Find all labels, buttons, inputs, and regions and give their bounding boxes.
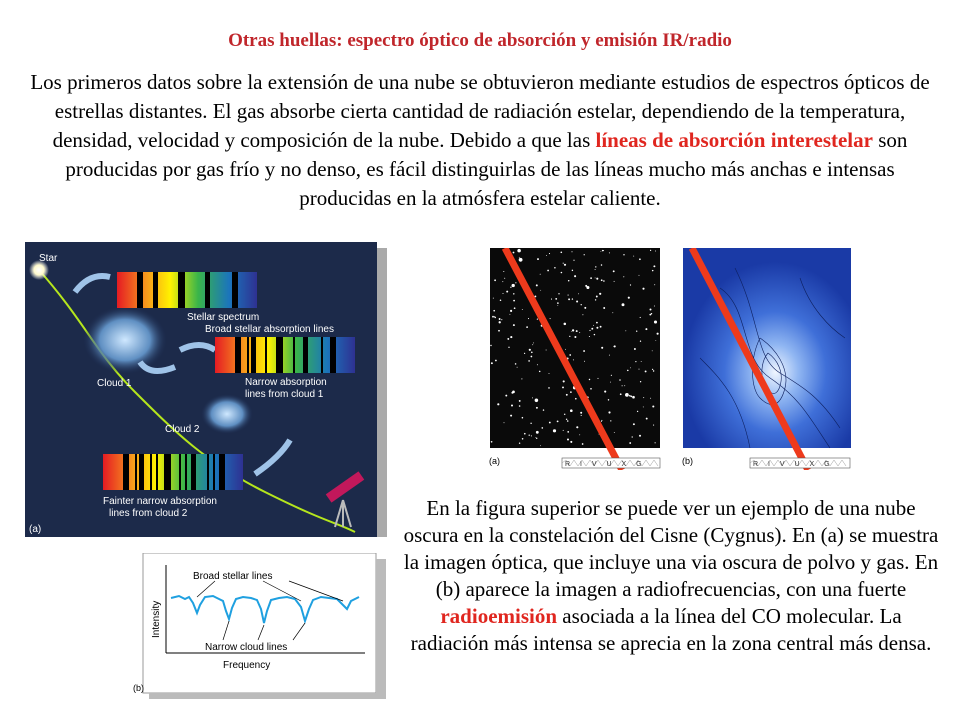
star-dot (535, 437, 536, 438)
star-dot (550, 318, 551, 319)
star-dot (600, 251, 601, 252)
star-dot (586, 286, 589, 289)
star-dot (596, 322, 598, 324)
star-dot (629, 442, 631, 444)
star-dot (510, 310, 512, 312)
star-dot (566, 419, 567, 420)
label-right-panel-a: (a) (489, 456, 500, 466)
label-cloud-1: Cloud 1 (97, 378, 132, 389)
star-dot (652, 369, 653, 370)
star-dot (531, 435, 532, 436)
star-dot (628, 297, 630, 299)
star-dot (563, 263, 564, 264)
star-dot (649, 308, 651, 310)
star-dot (584, 307, 586, 309)
star-dot (540, 290, 541, 291)
star-dot (595, 269, 596, 270)
star-dot (511, 404, 513, 406)
star-dot (655, 251, 656, 252)
star-dot (623, 276, 624, 277)
star-dot (510, 415, 512, 417)
star-dot (567, 438, 569, 440)
star-dot (589, 379, 590, 380)
star-dot (504, 422, 505, 423)
star-dot (572, 329, 574, 331)
star-dot (549, 373, 550, 374)
star-dot (537, 318, 538, 319)
star-dot (506, 291, 508, 293)
star-dot (533, 342, 534, 343)
star-dot (622, 303, 625, 306)
star-dot (604, 391, 606, 393)
caption-highlight: radioemisión (440, 604, 558, 628)
star-dot (549, 253, 550, 254)
label-broad-lines: Broad stellar absorption lines (205, 324, 334, 335)
star-dot (620, 393, 622, 395)
star-dot (614, 432, 615, 433)
star-dot (510, 287, 511, 288)
star-dot (549, 422, 551, 424)
star-dot (557, 420, 559, 422)
star-dot (564, 264, 566, 266)
star-dot (567, 420, 569, 422)
star-dot (633, 256, 634, 257)
star-dot (551, 299, 552, 300)
star-dot (536, 407, 538, 409)
star-dot (642, 288, 644, 290)
star-dot (513, 300, 515, 302)
intro-highlight: líneas de absorción interestelar (595, 128, 873, 152)
star-dot (596, 296, 598, 298)
star-dot (655, 442, 656, 443)
star-dot (513, 293, 514, 294)
star-dot (654, 306, 655, 307)
star-dot (532, 397, 533, 398)
star-dot (521, 378, 522, 379)
star-dot (623, 254, 624, 255)
star-dot (655, 340, 656, 341)
cloud-1-spectrum (215, 337, 355, 373)
star-dot (519, 405, 521, 407)
star-dot (517, 249, 521, 253)
star-dot (557, 305, 558, 306)
star-dot (602, 250, 603, 251)
star-dot (573, 260, 574, 261)
star-dot (503, 271, 504, 272)
star-dot (645, 328, 647, 330)
star-dot (613, 270, 615, 272)
star-dot (576, 300, 578, 302)
star-dot (572, 298, 573, 299)
caption-text-2: asociada a la línea del CO molecular. La radiación más intensa se aprecia en la zona central más densa. (410, 604, 932, 655)
star-dot (625, 330, 626, 331)
star-dot (649, 314, 651, 316)
star-dot (590, 388, 592, 390)
star-dot (519, 258, 523, 262)
star-dot (558, 293, 559, 294)
star-dot (608, 399, 609, 400)
star-dot (603, 307, 605, 309)
star-dot (572, 270, 573, 271)
star-dot (563, 380, 565, 382)
star-dot (502, 281, 503, 282)
star-dot (499, 321, 501, 323)
star-dot (657, 333, 659, 335)
optical-background (490, 248, 660, 448)
label-panel-b: (b) (133, 683, 144, 693)
star-dot (514, 307, 516, 309)
star-dot (597, 378, 598, 379)
star-dot (600, 326, 602, 328)
page-title: Otras huellas: espectro óptico de absorción y emisión IR/radio (228, 30, 732, 51)
star-dot (557, 302, 559, 304)
label-narrow-1-a: Narrow absorption (245, 377, 327, 388)
star-dot (509, 314, 510, 315)
star-dot (574, 275, 576, 277)
star-dot (494, 316, 495, 317)
star-dot (565, 349, 566, 350)
cloud-1 (83, 306, 167, 374)
star-dot (579, 332, 580, 333)
star-dot (492, 316, 494, 318)
cloud-2 (201, 394, 253, 434)
star-dot (576, 330, 578, 332)
star-dot (494, 279, 496, 281)
star-dot (529, 435, 530, 436)
star-dot (571, 251, 572, 252)
star-dot (639, 435, 641, 437)
star-dot (536, 438, 537, 439)
star-dot (654, 284, 655, 285)
star-dot (500, 300, 502, 302)
star-dot (612, 312, 613, 313)
star-dot (510, 336, 512, 338)
star-dot (583, 350, 585, 352)
star-dot (625, 393, 629, 397)
star-dot (589, 330, 590, 331)
star-dot (519, 257, 520, 258)
star-dot (584, 254, 585, 255)
intro-text-2: son producidas por gas frío y no denso, es fácil distinguirlas de las líneas mucho más anchas e intensas producidas en la atmósfera estelar caliente. (65, 128, 908, 210)
star-dot (497, 403, 499, 405)
star-dot (501, 319, 502, 320)
star-dot (635, 361, 636, 362)
star-dot (532, 344, 533, 345)
star-dot (562, 386, 564, 388)
star-dot (576, 426, 578, 428)
star-dot (522, 417, 524, 419)
star-dot (601, 347, 603, 349)
star-dot (640, 317, 641, 318)
star-dot (570, 409, 573, 412)
stellar-spectrum (117, 272, 257, 308)
star-dot (579, 434, 580, 435)
star-dot (540, 445, 541, 446)
star-dot (581, 415, 582, 416)
star-dot (508, 347, 509, 348)
intensity-plot-figure (133, 553, 386, 702)
star-dot (619, 379, 621, 381)
star-dot (564, 323, 567, 326)
star-dot (515, 282, 516, 283)
star-dot (519, 442, 520, 443)
star-dot (553, 429, 556, 432)
star-dot (548, 387, 550, 389)
star-dot (560, 251, 562, 253)
optical-image (487, 248, 667, 470)
star-dot (569, 354, 571, 356)
label-frequency: Frequency (223, 660, 271, 671)
star-dot (608, 411, 610, 413)
star-dot (575, 398, 577, 400)
figure-a-shadow (377, 248, 387, 537)
star-dot (513, 324, 515, 326)
star-dot (650, 398, 651, 399)
star-dot (652, 405, 654, 407)
star-dot (567, 431, 569, 433)
star-dot (609, 355, 610, 356)
star-dot (539, 371, 541, 373)
star-dot (654, 320, 657, 323)
star-dot (528, 318, 529, 319)
star-dot (498, 330, 500, 332)
star-dot (629, 395, 631, 397)
star-dot (566, 394, 568, 396)
star-dot (535, 399, 539, 403)
figure-b-shadow-bottom (149, 693, 386, 699)
star-dot (590, 277, 592, 279)
star-dot (652, 270, 653, 271)
star-dot (555, 298, 557, 300)
star-dot (547, 270, 549, 272)
star-dot (627, 370, 629, 372)
figure-b-shadow (376, 559, 386, 699)
star-dot (596, 327, 598, 329)
star-dot (490, 345, 491, 346)
star-dot (568, 280, 569, 281)
star-dot (646, 418, 648, 420)
star-dot (610, 382, 611, 383)
star-dot (578, 293, 579, 294)
label-narrow-2-b: lines from cloud 2 (109, 508, 188, 519)
star-dot (515, 363, 517, 365)
star-dot (530, 423, 531, 424)
star-dot (570, 441, 572, 443)
star-dot (541, 427, 543, 429)
band-labels-b: R I V U X G (753, 461, 834, 468)
star-dot (636, 331, 637, 332)
star-dot (504, 278, 505, 279)
star-dot (643, 406, 644, 407)
star-dot (507, 338, 509, 340)
star-dot (540, 274, 541, 275)
star-dot (512, 391, 515, 394)
label-intensity: Intensity (151, 600, 162, 638)
star-dot (563, 430, 564, 431)
star-dot (611, 375, 612, 376)
star-dot (573, 359, 574, 360)
label-stellar-spectrum: Stellar spectrum (187, 312, 260, 323)
star-dot (645, 370, 647, 372)
band-strip-b (750, 458, 850, 468)
star-dot (537, 258, 539, 260)
star-dot (517, 367, 518, 368)
star-dot (584, 361, 585, 362)
star-dot (531, 352, 533, 354)
star-dot (546, 350, 547, 351)
intro-paragraph (28, 68, 932, 213)
star-dot (519, 400, 521, 402)
label-narrow-1-b: lines from cloud 1 (245, 389, 324, 400)
star-dot (499, 318, 501, 320)
star-dot (640, 341, 641, 342)
star-dot (502, 293, 503, 294)
star-dot (639, 258, 641, 260)
star-dot (650, 250, 651, 251)
star-dot (640, 381, 641, 382)
star-dot (639, 369, 640, 370)
caption-paragraph (400, 495, 942, 657)
star-dot (609, 252, 610, 253)
star-dot (589, 336, 590, 337)
star-dot (595, 299, 596, 300)
star-dot (568, 298, 570, 300)
star-dot (632, 436, 633, 437)
star-dot (596, 278, 598, 280)
label-star: Star (39, 253, 58, 264)
band-strip-a (562, 458, 660, 468)
label-narrow-cloud-lines: Narrow cloud lines (205, 642, 288, 653)
star-dot (513, 252, 515, 254)
star-dot (601, 279, 603, 281)
star-dot (574, 336, 576, 338)
star-dot (641, 361, 642, 362)
star-dot (653, 370, 654, 371)
label-panel-a: (a) (29, 524, 42, 535)
star-dot (493, 310, 495, 312)
star-dot (632, 396, 635, 399)
star-dot (610, 420, 611, 421)
star-dot (630, 284, 631, 285)
star-dot (546, 255, 547, 256)
star-dot (495, 360, 497, 362)
star-dot (594, 334, 595, 335)
star-dot (522, 438, 524, 440)
star-dot (524, 433, 526, 435)
star-dot (536, 431, 539, 434)
star-dot (603, 280, 605, 282)
star-dot (633, 423, 635, 425)
star-dot (543, 409, 544, 410)
star-dot (601, 264, 603, 266)
star-dot (581, 304, 582, 305)
star-dot (526, 326, 528, 328)
band-labels-a: R I V U X G (565, 461, 646, 468)
label-broad-stellar-lines: Broad stellar lines (193, 571, 273, 582)
star-dot (569, 336, 570, 337)
star-dot (595, 266, 596, 267)
star-dot (652, 350, 653, 351)
star-dot (522, 309, 523, 310)
star-dot (564, 414, 565, 415)
star-dot (505, 395, 507, 397)
star-dot (622, 385, 623, 386)
radio-image (680, 248, 856, 470)
star-dot (599, 293, 601, 295)
star-dot (593, 325, 594, 326)
star-dot (580, 412, 582, 414)
star-dot (582, 443, 584, 445)
star-dot (571, 331, 572, 332)
star-dot (493, 298, 494, 299)
star-dot (529, 349, 531, 351)
intro-text-1: Los primeros datos sobre la extensión de una nube se obtuvieron mediante estudios de espectros ópticos de estrellas distantes. El gas absorbe cierta cantidad de radiación estelar, dependiendo de la temperatura, densidad, velocidad y composición de la nube. Debido a que las (30, 70, 930, 152)
star-dot (630, 367, 631, 368)
star-dot (570, 391, 572, 393)
label-cloud-2: Cloud 2 (165, 424, 200, 435)
star-dot (568, 295, 569, 296)
star-dot (582, 314, 583, 315)
star-dot (595, 277, 596, 278)
star-dot (639, 275, 640, 276)
star-dot (554, 267, 556, 269)
star-dot (630, 396, 632, 398)
label-right-panel-b: (b) (682, 456, 693, 466)
star-dot (512, 284, 515, 287)
cloud-2-spectrum (103, 454, 243, 490)
star-dot (614, 281, 615, 282)
caption-text-1: En la figura superior se puede ver un ejemplo de una nube oscura en la constelación del Cisne (Cygnus). En (a) se muestra la imagen óptica, que incluye una via oscura de polvo y gas. En (b) aparece la imagen a radiofrecuencias, con una fuerte (403, 496, 939, 601)
label-narrow-2-a: Fainter narrow absorption (103, 496, 217, 507)
star-dot (491, 362, 493, 364)
star-dot (634, 348, 636, 350)
star-dot (624, 385, 625, 386)
star-dot (614, 345, 616, 347)
star-dot (491, 441, 493, 443)
star-dot (601, 421, 602, 422)
star-dot (591, 328, 593, 330)
star-dot (653, 425, 654, 426)
star-dot (637, 411, 638, 412)
star-dot (537, 364, 538, 365)
star-dot (531, 356, 533, 358)
star-dot (528, 360, 530, 362)
star-dot (653, 265, 655, 267)
star-dot (536, 284, 538, 286)
absorption-spectra-figure (25, 242, 387, 537)
star-dot (524, 353, 525, 354)
star-dot (561, 272, 563, 274)
star-dot (643, 397, 644, 398)
